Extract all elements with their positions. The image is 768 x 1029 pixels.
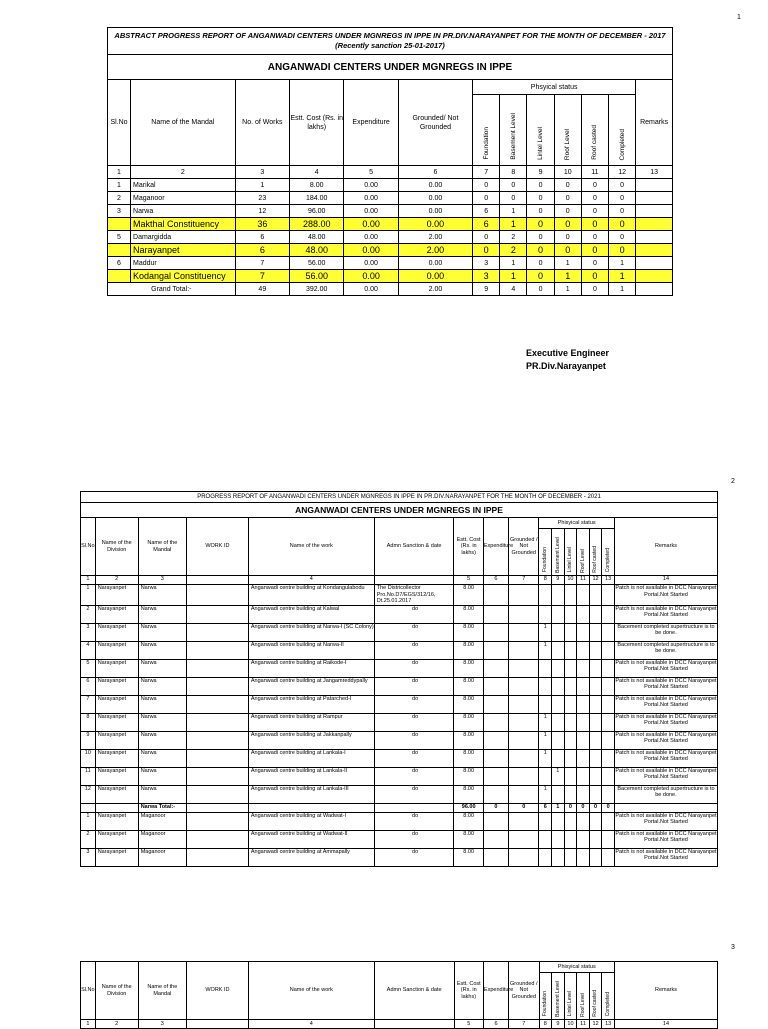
header-mandal: Name of the Mandal	[138, 518, 186, 576]
work-row: 2 Narayanpet Maganoor Anganwadi centre building at Wadwat-II do 8.00 Patch is not available in DCC Narayanpet Portal.Not Started	[81, 830, 718, 848]
work-row: 9 Narayanpet Narwa Anganwadi centre building at Jakkanpally do 8.00 1 Patch is not available in DCC Narayanpet Portal.Not Started	[81, 731, 718, 749]
work-row: 3 Narayanpet Maganoor Anganwadi centre building at Ammapally do 8.00 Patch is not available in DCC Narayanpet Portal.Not Started	[81, 848, 718, 866]
header-roof-level: Roof Level	[554, 95, 581, 166]
work-row: 7 Narayanpet Narwa Anganwadi centre building at Patarched-I do 8.00 Patch is not available in DCC Narayanpet Portal.Not Started	[81, 695, 718, 713]
report2-subtitle: ANGANWADI CENTERS UNDER MGNREGS IN IPPE	[81, 503, 718, 518]
column-number-row: 1 2 3 4 5 6 7 8 9 10 11 12 13 14	[81, 576, 718, 585]
mandal-row: 1 Marikal 1 8.00 0.00 0.00 0 0 0 0 0 0	[108, 179, 673, 192]
header-work: Name of the work	[248, 962, 374, 1020]
report-subtitle: ANGANWADI CENTERS UNDER MGNREGS IN IPPE	[108, 55, 673, 80]
header-basement: Basement Level	[552, 973, 565, 1020]
header-grounded: Grounded / Not Grounded	[509, 962, 539, 1020]
header-foundation: Foundation	[473, 95, 500, 166]
signature-office: PR.Div.Narayanpet	[526, 361, 606, 371]
progress-report-table	[80, 491, 718, 867]
header-basement: Basement Level	[552, 529, 565, 576]
header-lintel: Lintel Level	[564, 529, 577, 576]
work-row: 3 Narayanpet Narwa Anganwadi centre building at Narwa-I (SC Colony) do 8.00 1 Bacement completed supertructure is to be done.	[81, 623, 718, 641]
header-division: Name of the Division	[95, 518, 138, 576]
work-row: 10 Narayanpet Narwa Anganwadi centre building at Lankala-I do 8.00 1 Patch is not available in DCC Narayanpet Portal.Not Started	[81, 749, 718, 767]
page-number-2: 2	[731, 478, 735, 485]
header-expenditure: Expenditure	[483, 518, 508, 576]
header-expenditure: Expenditure	[483, 962, 508, 1020]
header-remarks: Remarks	[614, 518, 717, 576]
header-cost: Estt. Cost (Rs. in lakhs)	[454, 962, 483, 1020]
work-row: 12 Narayanpet Narwa Anganwadi centre building at Lankala-III do 8.00 1 Bacement completed supertructure is to be done.	[81, 785, 718, 803]
subtotal-row: Makthal Constituency 36 288.00 0.00 0.00 6 1 0 0 0 0	[108, 218, 673, 231]
header-foundation: Foundation	[539, 529, 552, 576]
work-row: 2 Narayanpet Narwa Anganwadi centre building at Kalwal do 8.00 Patch is not available in DCC Narayanpet Portal.Not Started	[81, 605, 718, 623]
work-row: 1 Narayanpet Narwa Anganwadi centre building at Kondangulabodu The Districollector Pro.No.D7/EGS/312/16, Dt.25.01.2017 8.00 Patch is not available in DCC Narayanpet Portal.Not Started	[81, 585, 718, 606]
report-title: ABSTRACT PROGRESS REPORT OF ANGANWADI CENTERS UNDER MGNREGS IN IPPE IN PR.DIV.NARAYANPET FOR THE MONTH OF DECEMBER - 2017 (Recently sanction 25-01-2017)	[108, 28, 673, 55]
header-roof-casted: Roof casted	[589, 529, 602, 576]
header-slno: Sl.No	[81, 518, 96, 576]
mandal-row: 3 Narwa 12 96.00 0.00 0.00 6 1 0 0 0 0	[108, 205, 673, 218]
header-cost: Estt. Cost (Rs. in lakhs)	[290, 80, 344, 166]
progress-report-table-continued	[80, 961, 718, 1029]
header-lintel: Lintel Level	[527, 95, 554, 166]
header-division: Name of the Division	[95, 962, 138, 1020]
abstract-report-table	[107, 27, 673, 296]
subtotal-row: Narayanpet 6 48.00 0.00 2.00 0 2 0 0 0 0	[108, 244, 673, 257]
header-slno: Sl.No	[81, 962, 96, 1020]
header-physical-status: Phsyical status	[473, 80, 636, 95]
header-foundation: Foundation	[539, 973, 552, 1020]
header-roof-casted: Roof casted	[581, 95, 608, 166]
signature-block	[526, 347, 609, 373]
mandal-row: 5 Damargidda 6 48.00 0.00 2.00 0 2 0 0 0 0	[108, 231, 673, 244]
header-works: No. of Works	[235, 80, 289, 166]
header-remarks: Remarks	[636, 80, 673, 166]
report2-title: PROGRESS REPORT OF ANGANWADI CENTERS UNDER MGNREGS IN IPPE IN PR.DIV.NARAYANPET FOR THE MONTH OF DECEMBER - 2021	[81, 492, 718, 503]
header-roof-casted: Roof casted	[589, 973, 602, 1020]
work-row: 11 Narayanpet Narwa Anganwadi centre building at Lankala-II do 8.00 1 Patch is not available in DCC Narayanpet Portal.Not Started	[81, 767, 718, 785]
header-grounded: Grounded / Not Grounded	[509, 518, 539, 576]
header-cost: Estt. Cost (Rs. in lakhs)	[454, 518, 483, 576]
header-mandal: Name of the Mandal	[131, 80, 236, 166]
header-mandal: Name of the Mandal	[138, 962, 186, 1020]
header-basement: Basement Level	[500, 95, 527, 166]
page-number-1: 1	[737, 14, 741, 21]
header-grounded: Grounded/ Not Grounded	[398, 80, 472, 166]
mandal-row: 2 Maganoor 23 184.00 0.00 0.00 0 0 0 0 0 0	[108, 192, 673, 205]
header-physical-status: Phisyical status	[539, 962, 614, 973]
page-number-3: 3	[731, 944, 735, 951]
mandal-row: 6 Maddur 7 56.00 0.00 0.00 3 1 0 1 0 1	[108, 257, 673, 270]
header-slno: Sl.No	[108, 80, 131, 166]
work-row: 6 Narayanpet Narwa Anganwadi centre building at Jangamreddypally do 8.00 Patch is not available in DCC Narayanpet Portal.Not Started	[81, 677, 718, 695]
header-lintel: Lintel Level	[564, 973, 577, 1020]
header-completed: Completed	[602, 973, 615, 1020]
header-expenditure: Expenditure	[344, 80, 398, 166]
signature-title: Executive Engineer	[526, 348, 610, 358]
work-row: 1 Narayanpet Maganoor Anganwadi centre building at Wadwat-I do 8.00 Patch is not available in DCC Narayanpet Portal.Not Started	[81, 812, 718, 830]
work-row: 8 Narayanpet Narwa Anganwadi centre building at Rampur do 8.00 1 Patch is not available in DCC Narayanpet Portal.Not Started	[81, 713, 718, 731]
narwa-total-row: Narwa Total:- 96.00 0 0 6 1 0 0 0 0	[81, 803, 718, 812]
header-admn: Admn Sanction & date	[374, 962, 454, 1020]
header-roof-level: Roof Level	[577, 973, 590, 1020]
subtotal-row: Kodangal Constituency 7 56.00 0.00 0.00 3 1 0 1 0 1	[108, 270, 673, 283]
header-workid: WORK ID	[186, 962, 248, 1020]
header-physical-status: Phisyical status	[539, 518, 614, 529]
column-number-row: 1 2 3 4 5 6 7 8 9 10 11 12 13	[108, 166, 673, 179]
header-roof-level: Roof Level	[577, 529, 590, 576]
header-completed: Completed	[602, 529, 615, 576]
work-row: 5 Narayanpet Narwa Anganwadi centre building at Raikode-I do 8.00 Patch is not available in DCC Narayanpet Portal.Not Started	[81, 659, 718, 677]
header-work: Name of the work	[248, 518, 374, 576]
column-number-row: 1 2 3 4 5 6 7 8 9 10 11 12 13 14	[81, 1020, 718, 1029]
header-remarks: Remarks	[614, 962, 717, 1020]
grand-total-row: Grand Total:- 49 392.00 0.00 2.00 9 4 0 1 0 1	[108, 283, 673, 296]
header-admn: Admn Sanction & date	[374, 518, 454, 576]
header-completed: Completed	[609, 95, 636, 166]
header-workid: WORK ID	[186, 518, 248, 576]
work-row: 4 Narayanpet Narwa Anganwadi centre building at Narwa-II do 8.00 1 Bacement completed supertructure is to be done.	[81, 641, 718, 659]
